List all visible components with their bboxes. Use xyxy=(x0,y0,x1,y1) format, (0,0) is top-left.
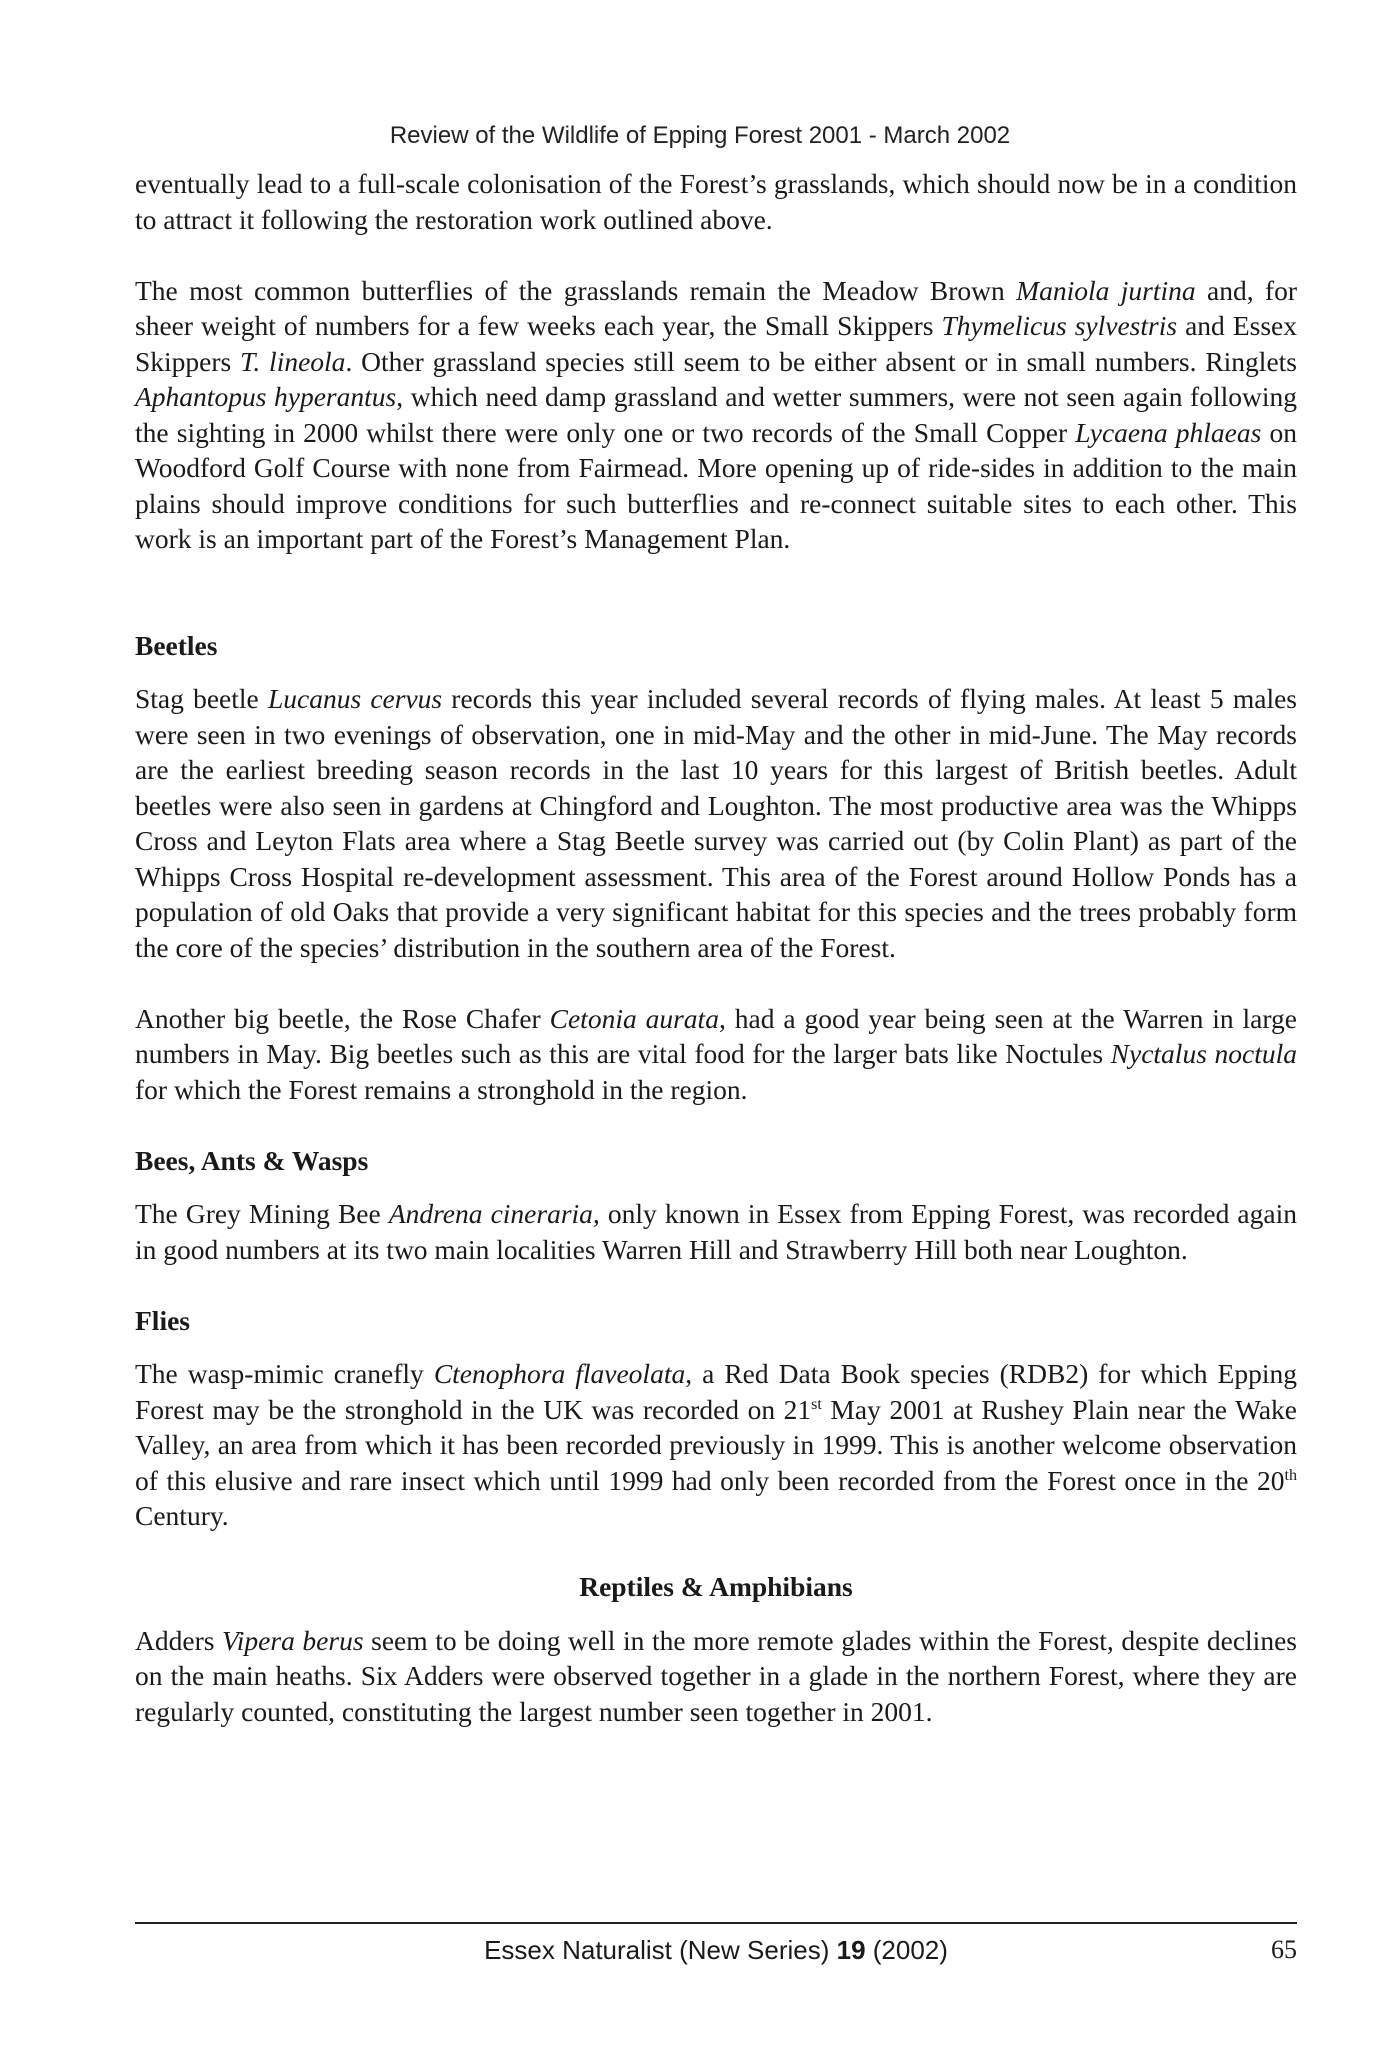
bees-heading: Bees, Ants & Wasps xyxy=(135,1144,369,1176)
reptiles-paragraph-1: Adders Vipera berus seem to be doing well in the more remote glades within the Forest, despite declines on the main heaths. Six Adders were observed together in a glade in the northern Forest, where they are regularly counted, constituting the largest number seen together in 2001. xyxy=(135,1624,1297,1727)
page-footer xyxy=(135,1935,1297,1971)
intro-paragraph-1: eventually lead to a full-scale colonisation of the Forest’s grasslands, which should now be in a condition to attract it following the restoration work outlined above. xyxy=(135,168,1297,235)
intro-paragraph-2: The most common butterflies of the grasslands remain the Meadow Brown Maniola jurtina and, for sheer weight of numbers for a few weeks each year, the Small Skippers Thymelicus sylvestris and Essex Skippers T. lineola. Other grassland species still seem to be either absent or in small numbers. Ringlets Aphantopus hyperantus, which need damp grassland and wetter summers, were not seen again following the sighting in 2000 whilst there were only one or two records of the Small Copper Lycaena phlaeas on Woodford Golf Course with none from Fairmead. More opening up of ride-sides in addition to the main plains should improve conditions for such butterflies and re-connect suitable sites to each other. This work is an important part of the Forest’s Management Plan. xyxy=(135,274,1298,554)
bees-paragraph-1: The Grey Mining Bee Andrena cineraria, only known in Essex from Epping Forest, was recorded again in good numbers at its two main localities Warren Hill and Strawberry Hill both near Loughton. xyxy=(135,1198,1297,1265)
running-header: Review of the Wildlife of Epping Forest 2001 - March 2002 xyxy=(389,122,1011,149)
reptiles-heading: Reptiles & Amphibians xyxy=(579,1571,853,1602)
flies-paragraph-1: The wasp-mimic cranefly Ctenophora flaveolata, a Red Data Book species (RDB2) for which Epping Forest may be the stronghold in the UK was recorded on 21st May 2001 at Rushey Plain near the Wake Valley, an area from which it has been recorded previously in 1999. This is another welcome observation of this elusive and rare insect which until 1999 had only been recorded from the Forest once in the 20th Century. xyxy=(135,1358,1297,1531)
footer-journal-citation: Essex Naturalist (New Series) 19 (2002) xyxy=(484,1935,948,1965)
footer-rule xyxy=(135,1922,1297,1924)
page-number: 65 xyxy=(1271,1935,1297,1964)
footer-volume: 19 xyxy=(836,1935,866,1965)
flies-heading: Flies xyxy=(135,1304,190,1336)
beetles-paragraph-1: Stag beetle Lucanus cervus records this year included several records of flying males. At least 5 males were seen in two evenings of observation, one in mid-May and the other in mid-June. The May records are the earliest breeding season records in the last 10 years for this largest of British beetles. Adult beetles were also seen in gardens at Chingford and Loughton. The most productive area was the Whipps Cross and Leyton Flats area where a Stag Beetle survey was carried out (by Colin Plant) as part of the Whipps Cross Hospital re-development assessment. This area of the Forest around Hollow Ponds has a population of old Oaks that provide a very significant habitat for this species and the trees probably form the core of the species’ distribution in the southern area of the Forest. xyxy=(135,683,1297,963)
beetles-heading: Beetles xyxy=(135,629,218,661)
page-body xyxy=(135,166,1297,1729)
beetles-paragraph-2: Another big beetle, the Rose Chafer Cetonia aurata, had a good year being seen at the Warren in large numbers in May. Big beetles such as this are vital food for the larger bats like Noctules Nyctalus noctula for which the Forest remains a stronghold in the region. xyxy=(135,1002,1297,1105)
